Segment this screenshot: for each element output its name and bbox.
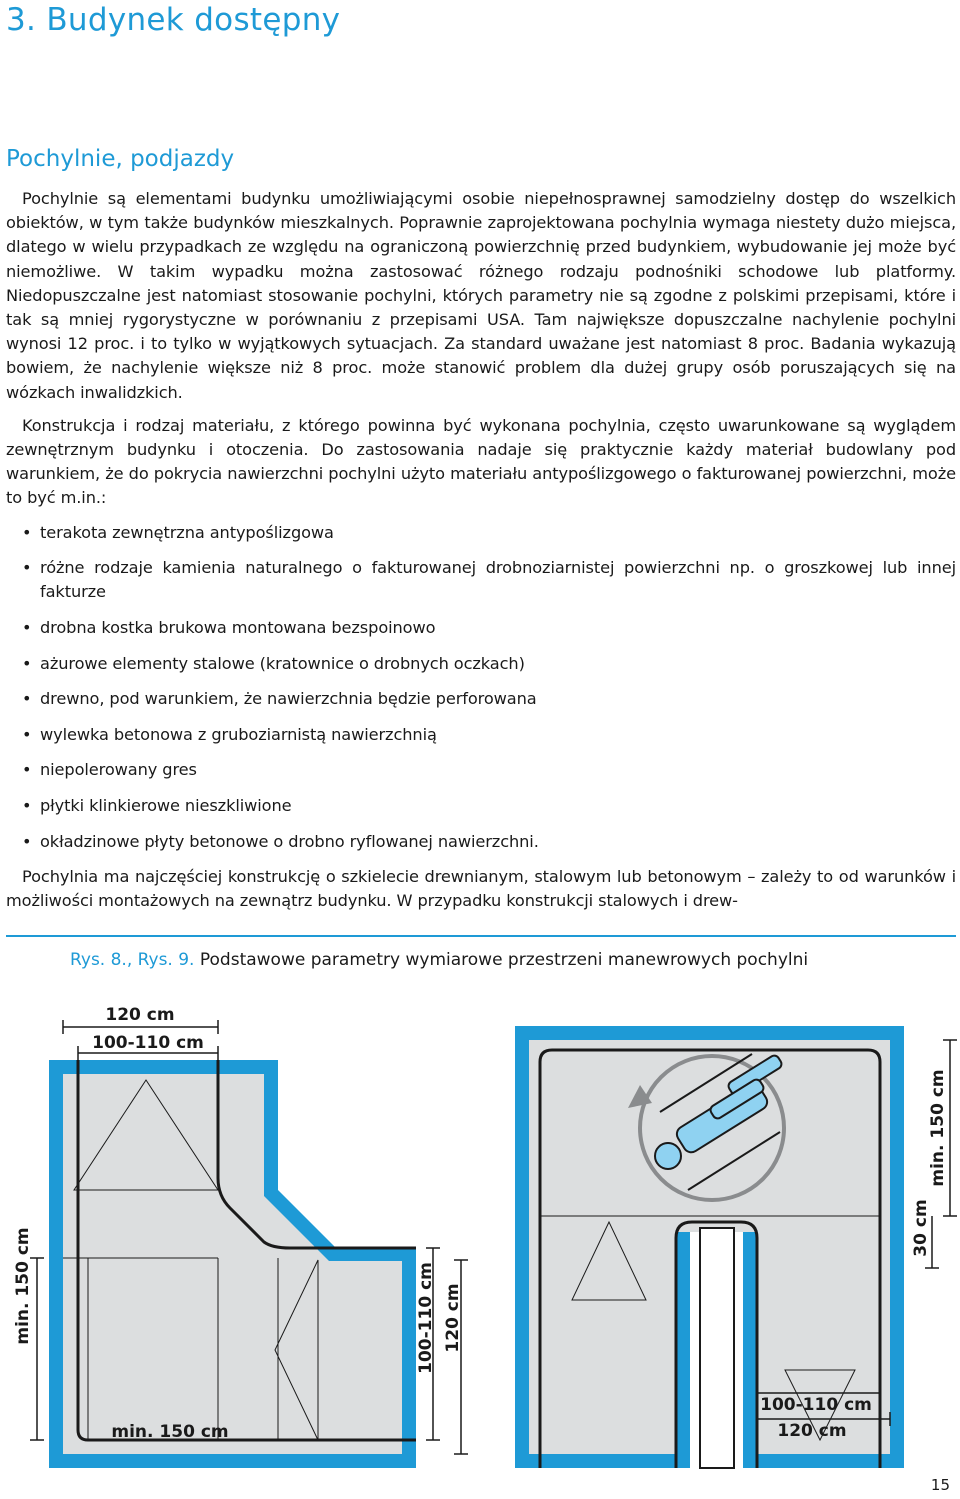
ramp-diagram xyxy=(0,990,960,1470)
figure-reference: Rys. 8., Rys. 9. xyxy=(70,950,195,970)
list-item: • terakota zewnętrzna antypoślizgowa xyxy=(6,521,956,545)
paragraph-materials: Konstrukcja i rodzaj materiału, z którego powinna być wykonana pochylnia, często uwarunkowane są wyglądem zewnętrznym budynku i otoczenia. Do zastosowania nadaje się praktycznie każdy materiał budowlany pod warunkiem, że do pokrycia nawierzchni pochylni użyto materiału antypoślizgowego o fakturowanej powierzchni, może to być m.in.: xyxy=(6,415,956,508)
l-ramp-surface xyxy=(63,1074,402,1454)
body-text xyxy=(6,187,956,914)
dimension-label: min. 150 cm xyxy=(111,1422,229,1442)
dimension-label: 30 cm xyxy=(911,1199,931,1257)
figure-caption-text: Podstawowe parametry wymiarowe przestrzeni manewrowych pochylni xyxy=(199,950,809,970)
switchback-divider xyxy=(700,1228,734,1468)
list-item: • ażurowe elementy stalowe (kratownice o drobnych oczkach) xyxy=(6,652,956,676)
chapter-title: 3. Budynek dostępny xyxy=(6,2,341,38)
dimension-label: 120 cm xyxy=(443,1283,463,1353)
l-shaped-ramp-plan xyxy=(49,1060,416,1468)
paragraph-construction: Pochylnia ma najczęściej konstrukcję o szkielecie drewnianym, stalowym lub betonowym – zależy to od warunków i możliwości montażowych na zewnątrz budynku. W przypadku konstrukcji stalowych i drew- xyxy=(6,867,956,911)
paragraph-intro: Pochylnie są elementami budynku umożliwiającymi osobie niepełnosprawnej samodzielny dostęp do wszelkich obiektów, w tym także budynków mieszkalnych. Poprawnie zaprojektowana pochylnia wymaga niestety dużo miejsca, dlatego w wielu przypadkach ze względu na ograniczoną powierzchnię przed budynkiem, wybudowanie jej może być niemożliwe. W takim wypadku można zastosować różnego rodzaju podnośniki schodowe lub platformy. Niedopuszczalne jest natomiast stosowanie pochylni, których parametry nie są zgodne z polskimi przepisami, które i tak są mniej rygorystyczne w porównaniu z przepisami USA. Tam największe dopuszczalne nachylenie pochylni wynosi 12 proc. i to tylko w wyjątkowych sytuacjach. Za standard uważane jest natomiast 8 proc. Badania wykazują bowiem, że nachylenie większe niż 8 proc. może stanowić problem dla dużej grupy osób poruszających się na wózkach inwalidzkich. xyxy=(6,189,956,402)
list-item: • wylewka betonowa z gruboziarnistą nawierzchnią xyxy=(6,723,956,747)
dimension-label: min. 150 cm xyxy=(13,1227,33,1345)
section-title: Pochylnie, podjazdy xyxy=(6,146,235,172)
list-item: • płytki klinkierowe nieszkliwione xyxy=(6,794,956,818)
divider xyxy=(6,935,956,937)
dimension-label: 100-110 cm xyxy=(92,1033,204,1053)
figure-caption xyxy=(70,950,808,970)
dimension-label: min. 150 cm xyxy=(928,1069,948,1187)
list-item: • drobna kostka brukowa montowana bezspoinowo xyxy=(6,616,956,640)
list-item: • niepolerowany gres xyxy=(6,758,956,782)
dimension-label: 120 cm xyxy=(777,1421,847,1441)
dimension-label: 100-110 cm xyxy=(416,1262,436,1374)
list-item: • różne rodzaje kamienia naturalnego o fakturowanej drobnoziarnistej powierzchni np. o groszkowej lub innej fakturze xyxy=(6,556,956,604)
dimension-label: 120 cm xyxy=(105,1005,175,1025)
list-item: • okładzinowe płyty betonowe o drobno ryflowanej nawierzchni. xyxy=(6,830,956,854)
list-item: • drewno, pod warunkiem, że nawierzchnia będzie perforowana xyxy=(6,687,956,711)
page-number: 15 xyxy=(930,1476,950,1494)
dimension-label: 100-110 cm xyxy=(760,1395,872,1415)
materials-list xyxy=(6,521,956,854)
